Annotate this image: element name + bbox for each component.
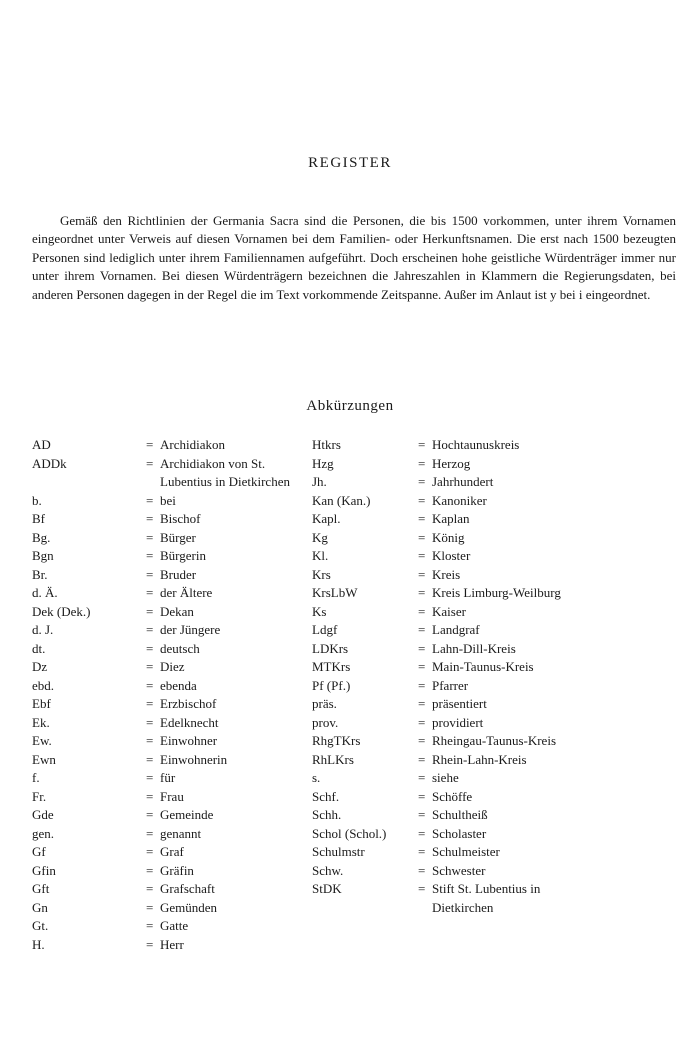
equals-sign: =: [146, 492, 154, 508]
abbreviation-meaning: Einwohnerin: [160, 751, 228, 767]
page-title: REGISTER: [308, 155, 392, 171]
abbreviation: Kan (Kan.): [312, 492, 371, 508]
abbreviation-row: [312, 862, 582, 881]
abbreviation-meaning: Lahn-Dill-Kreis: [432, 640, 516, 656]
abbreviation-meaning: genannt: [160, 825, 202, 841]
equals-sign: =: [146, 529, 154, 545]
abbreviation-row: [32, 714, 300, 733]
abbreviation-row: [32, 529, 300, 548]
abbreviation-meaning: Einwohner: [160, 733, 218, 748]
equals-sign: =: [146, 511, 154, 526]
equals-sign: =: [146, 585, 154, 600]
abbreviation: Ew.: [32, 733, 52, 748]
abbreviation: Gf: [32, 844, 46, 859]
abbreviation-row: [312, 751, 582, 770]
abbreviation-meaning: Kaiser: [432, 603, 466, 619]
abbreviation-row: [32, 510, 300, 529]
abbreviation-row: [312, 621, 582, 640]
abbreviation: Dek (Dek.): [32, 603, 91, 619]
abbreviation: d. J.: [32, 622, 54, 637]
abbreviation-meaning: Kloster: [432, 548, 471, 563]
abbreviation-row: [312, 695, 582, 714]
abbreviation-meaning: Schultheiß: [432, 807, 488, 822]
abbreviation-meaning: Hochtaunuskreis: [432, 437, 520, 452]
abbreviation: StDK: [312, 881, 342, 896]
abbreviation-meaning: Stift St. Lubentius in Dietkirchen: [432, 881, 541, 915]
equals-sign: =: [418, 807, 426, 822]
abbreviation-row: [32, 769, 300, 788]
abbreviation-meaning: Gemünden: [160, 899, 218, 915]
abbreviation-meaning: Frau: [160, 788, 184, 804]
abbreviation: Gt.: [32, 918, 49, 933]
abbreviation: KrsLbW: [312, 585, 358, 600]
abbreviation-row: [32, 899, 300, 918]
abbreviation: Gde: [32, 807, 54, 822]
abbreviation-row: [312, 677, 582, 696]
abbreviation-row: [32, 862, 300, 881]
abbreviation-meaning: Bruder: [160, 566, 197, 582]
abbreviation-row: [312, 714, 582, 733]
abbreviation: Krs: [312, 566, 331, 582]
abbreviation-meaning: Scholaster: [432, 825, 487, 841]
abbreviation-meaning: Gatte: [160, 918, 189, 933]
equals-sign: =: [146, 733, 154, 748]
abbreviation-row: [312, 732, 582, 751]
abbreviation-meaning: Kreis Limburg-Weilburg: [432, 585, 561, 600]
abbreviation: Br.: [32, 566, 48, 582]
abbreviation-row: [312, 603, 582, 622]
abbreviation-row: [312, 769, 582, 788]
abbreviation-meaning: Landgraf: [432, 622, 480, 637]
equals-sign: =: [418, 788, 426, 804]
abbreviation-meaning: Erzbischof: [160, 696, 217, 711]
abbreviation-meaning: Bürger: [160, 529, 196, 545]
abbreviation: Ebf: [32, 696, 51, 711]
abbreviation-meaning: ebenda: [160, 677, 197, 693]
abbreviation-row: [32, 751, 300, 770]
equals-sign: =: [146, 899, 154, 915]
equals-sign: =: [418, 566, 426, 582]
abbreviation-meaning: Herr: [160, 936, 184, 952]
equals-sign: =: [146, 807, 154, 822]
equals-sign: =: [418, 659, 426, 674]
abbreviation-meaning: für: [160, 770, 176, 785]
abbreviation: Kg: [312, 529, 328, 545]
abbreviation-row: [32, 806, 300, 825]
abbreviation-row: [32, 825, 300, 844]
equals-sign: =: [146, 566, 154, 582]
abbreviation-row: [312, 566, 582, 585]
abbreviations-heading: Abkürzungen: [306, 398, 394, 414]
abbreviation-meaning: deutsch: [160, 640, 200, 656]
abbreviation: b.: [32, 492, 42, 508]
equals-sign: =: [146, 862, 154, 878]
abbreviation: dt.: [32, 640, 46, 656]
abbreviation-row: [312, 640, 582, 659]
abbreviation: Bgn: [32, 548, 54, 563]
abbreviation-list-left: [32, 436, 300, 954]
abbreviation: ebd.: [32, 677, 55, 693]
abbreviation-meaning: Graf: [160, 844, 184, 859]
equals-sign: =: [146, 622, 154, 637]
equals-sign: =: [418, 751, 426, 767]
abbreviation: Pf (Pf.): [312, 677, 351, 693]
abbreviation-row: [32, 917, 300, 936]
abbreviation-row: [312, 436, 582, 455]
equals-sign: =: [418, 585, 426, 600]
equals-sign: =: [418, 455, 426, 471]
abbreviation: Schf.: [312, 788, 340, 804]
equals-sign: =: [146, 844, 154, 859]
equals-sign: =: [418, 862, 426, 878]
abbreviation-row: [312, 584, 582, 603]
abbreviation: Schh.: [312, 807, 342, 822]
equals-sign: =: [418, 770, 426, 785]
equals-sign: =: [418, 603, 426, 619]
abbreviation-meaning: Archidiakon: [160, 437, 225, 452]
abbreviation-meaning: Kanoniker: [432, 492, 487, 508]
abbreviation-meaning: Schöffe: [432, 788, 473, 804]
equals-sign: =: [146, 455, 154, 471]
abbreviation-meaning: Rhein-Lahn-Kreis: [432, 751, 527, 767]
abbreviation-meaning: Dekan: [160, 603, 194, 619]
abbreviation-list-right: [312, 436, 582, 917]
abbreviation: Kl.: [312, 548, 329, 563]
abbreviation: Gn: [32, 899, 48, 915]
abbreviation-row: [32, 732, 300, 751]
abbreviation-meaning: Pfarrer: [432, 677, 469, 693]
abbreviation-row: [32, 584, 300, 603]
abbreviation-row: [312, 788, 582, 807]
abbreviation-row: [312, 529, 582, 548]
abbreviation-meaning: siehe: [432, 770, 459, 785]
abbreviation-row: [312, 825, 582, 844]
abbreviation-meaning: Archidiakon von St. Lubentius in Dietkirchen: [160, 455, 290, 489]
equals-sign: =: [146, 881, 154, 896]
abbreviation-meaning: präsentiert: [432, 696, 487, 711]
abbreviation-meaning: Grafschaft: [160, 881, 215, 896]
equals-sign: =: [146, 751, 154, 767]
equals-sign: =: [418, 844, 426, 859]
abbreviation-meaning: Herzog: [432, 455, 471, 471]
abbreviation: Hzg: [312, 455, 334, 471]
equals-sign: =: [418, 881, 426, 896]
abbreviation-meaning: Kaplan: [432, 511, 470, 526]
abbreviation: Ewn: [32, 751, 56, 767]
equals-sign: =: [146, 825, 154, 841]
equals-sign: =: [418, 677, 426, 693]
abbreviation-row: [32, 566, 300, 585]
abbreviation-meaning: König: [432, 529, 465, 545]
abbreviation: f.: [32, 770, 40, 785]
abbreviation-meaning: Rheingau-Taunus-Kreis: [432, 733, 557, 748]
abbreviation: Bg.: [32, 529, 51, 545]
abbreviation-row: [32, 936, 300, 955]
abbreviation: Gft: [32, 881, 50, 896]
abbreviation: Schulmstr: [312, 844, 365, 859]
abbreviation-row: [32, 492, 300, 511]
abbreviation-meaning: Gemeinde: [160, 807, 214, 822]
abbreviation: prov.: [312, 714, 339, 730]
abbreviation: gen.: [32, 825, 55, 841]
abbreviation-meaning: bei: [160, 492, 176, 508]
equals-sign: =: [146, 936, 154, 952]
equals-sign: =: [146, 640, 154, 656]
equals-sign: =: [418, 492, 426, 508]
abbreviation-meaning: Gräfin: [160, 862, 194, 878]
equals-sign: =: [146, 677, 154, 693]
abbreviation-row: [32, 843, 300, 862]
abbreviation: Ek.: [32, 714, 50, 730]
abbreviation-meaning: Schwester: [432, 862, 486, 878]
abbreviation-row: [312, 510, 582, 529]
abbreviation-row: [32, 455, 300, 492]
equals-sign: =: [418, 622, 426, 637]
equals-sign: =: [146, 788, 154, 804]
equals-sign: =: [146, 714, 154, 730]
equals-sign: =: [418, 511, 426, 526]
abbreviation-meaning: providiert: [432, 714, 484, 730]
abbreviation: LDKrs: [312, 640, 349, 656]
abbreviation-meaning: Edelknecht: [160, 714, 219, 730]
abbreviation: H.: [32, 936, 45, 952]
abbreviation-row: [32, 640, 300, 659]
abbreviation: Ldgf: [312, 622, 338, 637]
abbreviation-row: [312, 492, 582, 511]
abbreviation: Gfin: [32, 862, 56, 878]
abbreviation-row: [312, 658, 582, 677]
abbreviation: Dz: [32, 659, 48, 674]
abbreviation-row: [312, 455, 582, 474]
intro-paragraph: Gemäß den Richtlinien der Germania Sacra sind die Personen, die bis 1500 vorkommen, unter ihrem Vornamen eingeordnet unter Verweis auf diesen Vornamen bei dem Familien- oder Herkunftsnamen. Die erst nach 1500 bezeugten Personen sind lediglich unter ihrem Familiennamen aufgeführt. Doch erscheinen hohe geistliche Würdenträger immer nur unter ihrem Vornamen. Bei diesen Würdenträgern bezeichnen die Jahreszahlen in Klammern die Regierungsdaten, bei anderen Personen dagegen in der Regel die im Text vorkommende Zeitspanne. Außer im Anlaut ist y bei i eingeordnet.: [32, 213, 676, 302]
abbreviation: Kapl.: [312, 511, 341, 526]
abbreviation: Ks: [312, 603, 327, 619]
abbreviation-row: [32, 880, 300, 899]
abbreviation-row: [32, 677, 300, 696]
abbreviation: Schol (Schol.): [312, 825, 387, 841]
equals-sign: =: [146, 696, 154, 711]
abbreviation-meaning: Kreis: [432, 566, 461, 582]
abbreviation-meaning: Main-Taunus-Kreis: [432, 659, 534, 674]
abbreviation: RhgTKrs: [312, 733, 361, 748]
abbreviation: Bf: [32, 511, 45, 526]
equals-sign: =: [418, 548, 426, 563]
abbreviation-row: [312, 547, 582, 566]
abbreviation-row: [312, 880, 582, 917]
abbreviation-meaning: der Ältere: [160, 585, 213, 600]
abbreviation: Jh.: [312, 474, 327, 489]
abbreviation-row: [32, 788, 300, 807]
equals-sign: =: [418, 474, 426, 489]
equals-sign: =: [418, 640, 426, 656]
abbreviation: d. Ä.: [32, 585, 58, 600]
abbreviation-row: [32, 658, 300, 677]
abbreviation-meaning: Bischof: [160, 511, 201, 526]
abbreviation-meaning: der Jüngere: [160, 622, 221, 637]
equals-sign: =: [146, 437, 154, 452]
abbreviation-meaning: Diez: [160, 659, 185, 674]
abbreviation-meaning: Jahrhundert: [432, 474, 494, 489]
abbreviation-row: [312, 843, 582, 862]
equals-sign: =: [418, 529, 426, 545]
abbreviation-row: [32, 603, 300, 622]
equals-sign: =: [418, 437, 426, 452]
equals-sign: =: [146, 918, 154, 933]
abbreviation-row: [32, 695, 300, 714]
equals-sign: =: [418, 733, 426, 748]
abbreviation-row: [32, 621, 300, 640]
abbreviation-meaning: Bürgerin: [160, 548, 206, 563]
abbreviation-row: [312, 806, 582, 825]
equals-sign: =: [418, 714, 426, 730]
abbreviation-row: [32, 547, 300, 566]
abbreviation: Fr.: [32, 788, 47, 804]
equals-sign: =: [146, 548, 154, 563]
equals-sign: =: [418, 696, 426, 711]
equals-sign: =: [418, 825, 426, 841]
abbreviation: präs.: [312, 696, 337, 711]
equals-sign: =: [146, 770, 154, 785]
abbreviation: RhLKrs: [312, 751, 354, 767]
abbreviation-row: [312, 473, 582, 492]
abbreviation: MTKrs: [312, 659, 351, 674]
equals-sign: =: [146, 603, 154, 619]
equals-sign: =: [146, 659, 154, 674]
abbreviation: AD: [32, 437, 51, 452]
abbreviation: Htkrs: [312, 437, 341, 452]
abbreviation-row: [32, 436, 300, 455]
abbreviation: s.: [312, 770, 321, 785]
abbreviation: ADDk: [32, 455, 67, 471]
abbreviation-meaning: Schulmeister: [432, 844, 500, 859]
abbreviation: Schw.: [312, 862, 344, 878]
